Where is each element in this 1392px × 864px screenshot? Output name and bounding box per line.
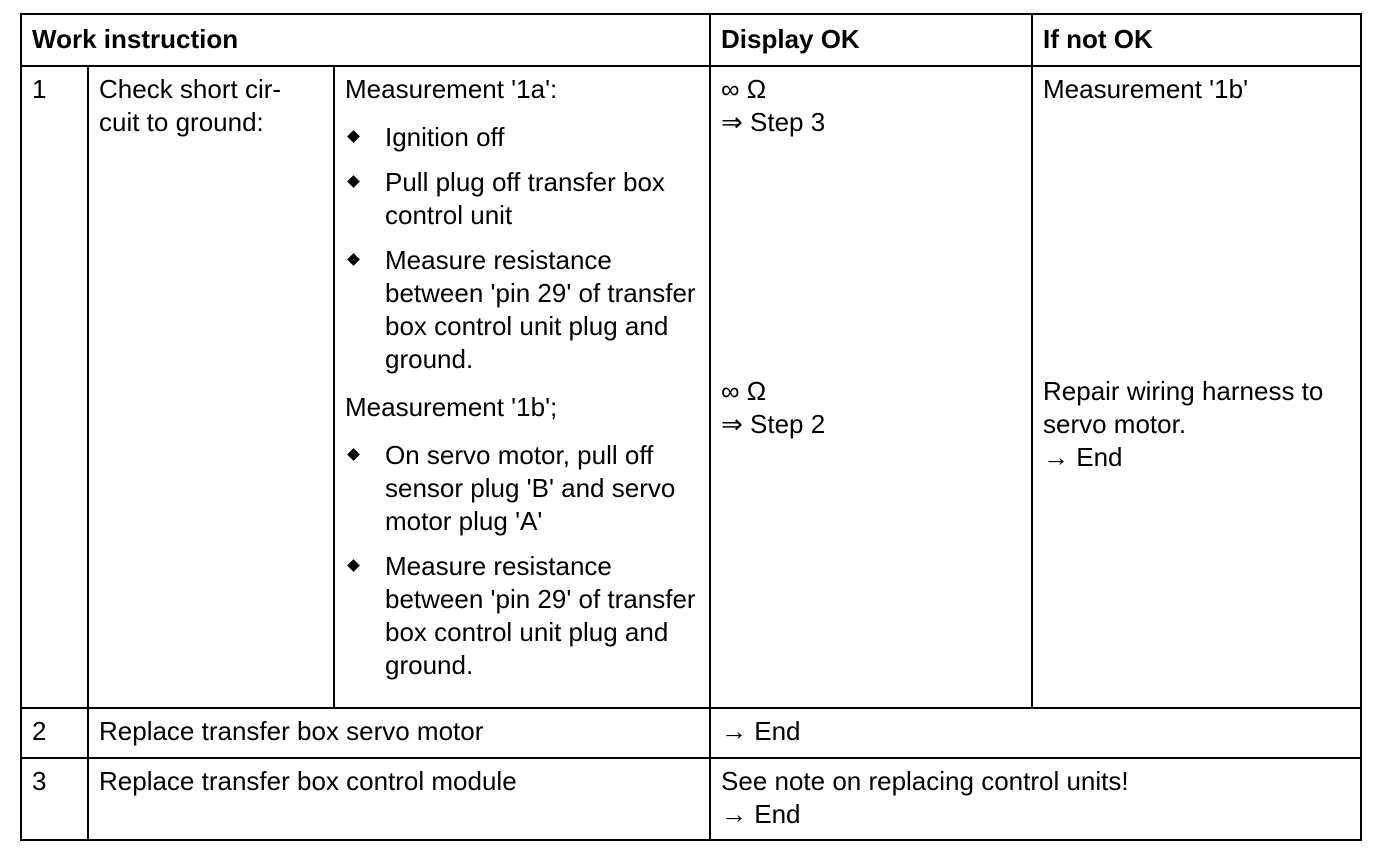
measurement-procedure: [334, 66, 710, 708]
measurement-1b-label: Measurement '1b';: [345, 392, 558, 422]
step-result: [710, 708, 1361, 758]
header-display-ok: Display OK: [710, 14, 1032, 66]
step-instruction: Replace transfer box control module: [88, 758, 710, 840]
list-item: Pull plug off transfer box control unit: [345, 166, 699, 232]
measurement-1a-steps: [345, 121, 699, 376]
list-item: Ignition off: [345, 121, 699, 154]
diamond-bullet-icon: [347, 559, 360, 572]
table-row-step-3: [21, 758, 1361, 840]
if-not-ok-1b-action: Repair wiring harness to servo motor.: [1043, 376, 1324, 439]
display-ok-1a-value: ∞ Ω: [721, 74, 767, 104]
diamond-bullet-icon: [347, 448, 360, 461]
step-result: [710, 758, 1361, 840]
if-not-ok-cell: [1032, 66, 1361, 708]
step-result-line: → End: [721, 716, 801, 746]
diamond-bullet-icon: [347, 253, 360, 266]
measurement-1a-label: Measurement '1a':: [345, 74, 558, 104]
table-row-step-1: [21, 66, 1361, 708]
step-number: 3: [21, 758, 88, 840]
table-row-step-2: [21, 708, 1361, 758]
header-if-not-ok: If not OK: [1032, 14, 1361, 66]
step-instruction: Replace transfer box servo motor: [88, 708, 710, 758]
measurement-1b-steps: [345, 439, 699, 682]
diamond-bullet-icon: [347, 175, 360, 188]
display-ok-cell: [710, 66, 1032, 708]
diamond-bullet-icon: [347, 130, 360, 143]
step-result-line: See note on replacing control units!: [721, 766, 1129, 796]
list-item: On servo motor, pull off sensor plug 'B' and servo motor plug 'A': [345, 439, 699, 538]
header-work-instruction: Work instruction: [21, 14, 710, 66]
display-ok-1b-action: ⇒ Step 2: [721, 409, 826, 439]
display-ok-1a-action: ⇒ Step 3: [721, 107, 826, 137]
step-number: 1: [21, 66, 88, 708]
step-result-line: → End: [721, 799, 801, 829]
list-item: Measure resistance between 'pin 29' of transfer box control unit plug and ground.: [345, 244, 699, 376]
step-title: [88, 66, 334, 708]
step-number: 2: [21, 708, 88, 758]
if-not-ok-1b-end: → End: [1043, 442, 1123, 472]
work-instruction-table: [20, 13, 1362, 841]
list-item: Measure resistance between 'pin 29' of transfer box control unit plug and ground.: [345, 550, 699, 682]
step-title-line: cuit to ground:: [99, 107, 264, 137]
display-ok-1b-value: ∞ Ω: [721, 376, 767, 406]
table-header-row: [21, 14, 1361, 66]
if-not-ok-1a-action: Measurement '1b': [1043, 74, 1249, 104]
step-title-line: Check short cir-: [99, 74, 282, 104]
